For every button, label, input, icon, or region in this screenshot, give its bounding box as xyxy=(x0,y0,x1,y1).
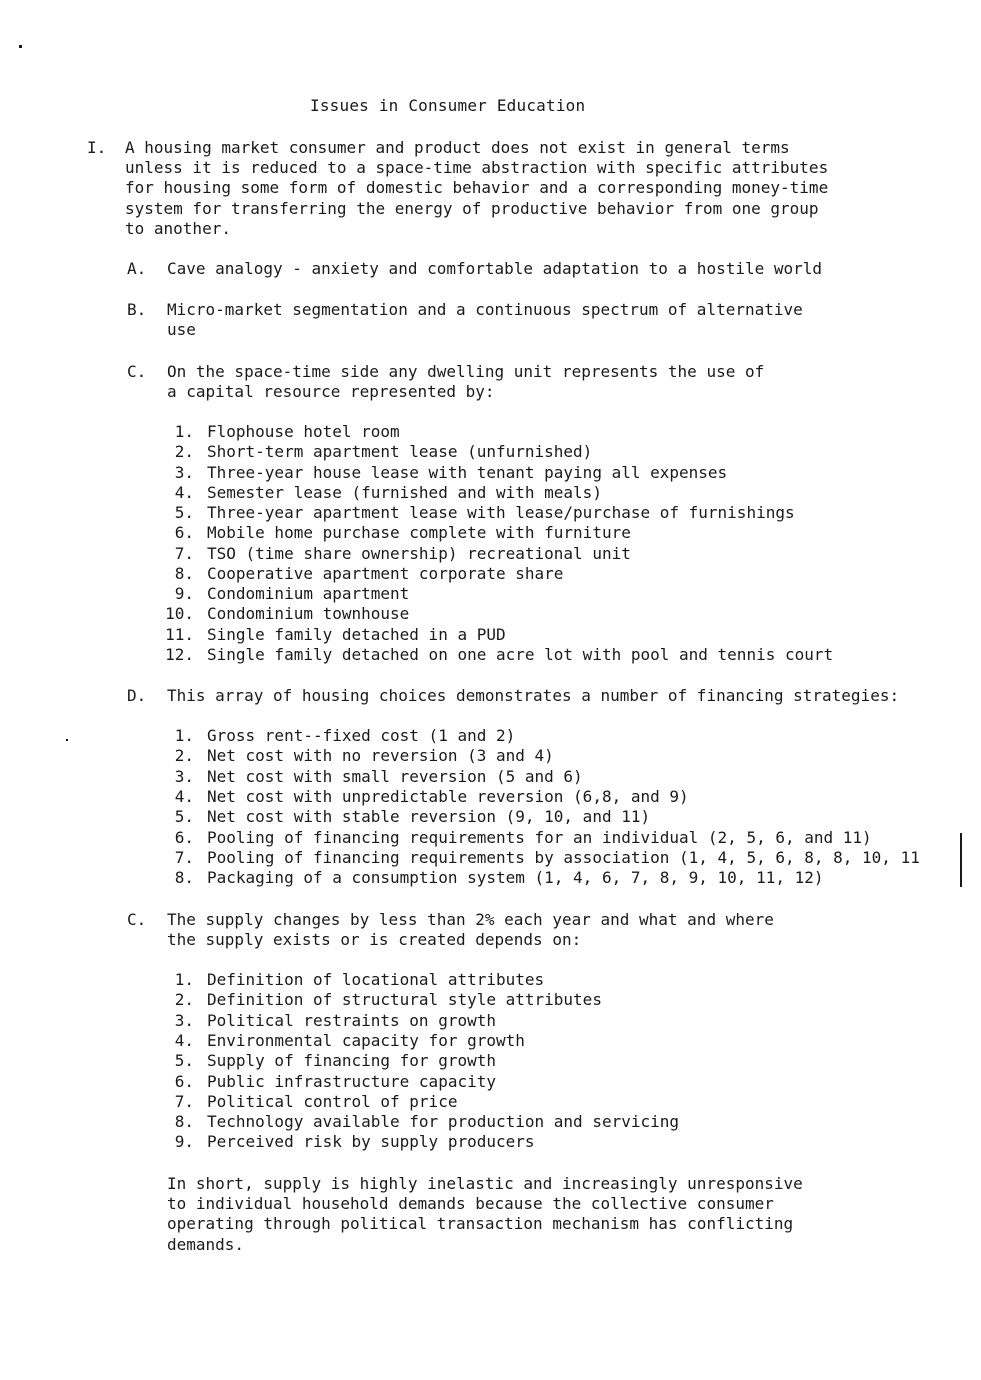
dwelling-list-item-number: 5. xyxy=(174,503,194,522)
financing-list-item-text: Net cost with no reversion (3 and 4) xyxy=(207,746,554,766)
margin-change-bar xyxy=(960,833,962,887)
dwelling-list-item-text: Single family detached in a PUD xyxy=(207,624,506,644)
supply-list-item-text: Perceived risk by supply producers xyxy=(207,1132,535,1152)
dwelling-list-item-number: 6. xyxy=(174,523,194,543)
dwelling-list-item-text: Flophouse hotel room xyxy=(207,422,400,441)
dwelling-list-item-text: Single family detached on one acre lot with pool and tennis court xyxy=(207,644,834,664)
supply-list-item-text: Political control of price xyxy=(207,1091,458,1111)
financing-list-item-text: Net cost with unpredictable reversion (6,8, and 9) xyxy=(207,786,689,806)
scan-speck xyxy=(66,739,68,741)
dwelling-list-item-number: 1. xyxy=(174,422,194,441)
summary-line: to individual household demands because the collective consumer xyxy=(167,1194,774,1214)
financing-list-item-number: 5. xyxy=(174,807,194,827)
subsection-letter: C. xyxy=(127,910,147,929)
summary-line: operating through political transaction mechanism has conflicting xyxy=(167,1214,794,1234)
dwelling-list-item-number: 10. xyxy=(165,604,194,624)
subsection-line: The supply changes by less than 2% each year and what and where xyxy=(167,910,774,929)
financing-list-item-number: 6. xyxy=(174,827,194,847)
dwelling-list-item-number: 8. xyxy=(174,563,194,583)
dwelling-list-item-number: 3. xyxy=(174,462,194,482)
dwelling-list-item-text: Three-year house lease with tenant paying all expenses xyxy=(207,462,728,482)
supply-list-item-number: 4. xyxy=(174,1030,194,1050)
section-paragraph-line: A housing market consumer and product does not exist in general terms xyxy=(125,138,790,157)
supply-list-item-number: 8. xyxy=(174,1112,194,1132)
supply-list-item-text: Definition of locational attributes xyxy=(207,970,545,989)
section-number: I. xyxy=(87,138,107,157)
subsection-line: Micro-market segmentation and a continuous spectrum of alternative xyxy=(167,300,803,319)
dwelling-list-item-text: Condominium apartment xyxy=(207,584,410,603)
scan-speck xyxy=(19,45,22,48)
financing-list-item-text: Pooling of financing requirements by association (1, 4, 5, 6, 8, 8, 10, 11 xyxy=(207,847,920,867)
financing-list-item-text: Net cost with stable reversion (9, 10, and 11) xyxy=(207,807,651,827)
document-title: Issues in Consumer Education xyxy=(310,96,586,115)
supply-list-item-text: Technology available for production and servicing xyxy=(207,1112,680,1132)
subsection-line: On the space-time side any dwelling unit represents the use of xyxy=(167,362,765,381)
dwelling-list-item-number: 11. xyxy=(165,624,194,644)
financing-list-item-number: 7. xyxy=(174,847,194,867)
subsection-line: the supply exists or is created depends on: xyxy=(167,930,582,949)
supply-list-item-text: Supply of financing for growth xyxy=(207,1051,496,1071)
subsection-line: Cave analogy - anxiety and comfortable adaptation to a hostile world xyxy=(167,259,823,278)
section-paragraph-line: for housing some form of domestic behavior and a corresponding money-time xyxy=(125,178,829,198)
dwelling-list-item-number: 9. xyxy=(174,584,194,603)
dwelling-list-item-text: Mobile home purchase complete with furniture xyxy=(207,523,631,543)
supply-list-item-number: 6. xyxy=(174,1071,194,1091)
dwelling-list-item-number: 12. xyxy=(165,644,194,664)
financing-list-item-text: Packaging of a consumption system (1, 4, 6, 7, 8, 9, 10, 11, 12) xyxy=(207,868,824,888)
dwelling-list-item-number: 7. xyxy=(174,543,194,563)
dwelling-list-item-number: 4. xyxy=(174,482,194,502)
supply-list-item-text: Definition of structural style attributes xyxy=(207,990,602,1010)
section-paragraph-line: to another. xyxy=(125,218,231,238)
financing-list-item-number: 2. xyxy=(174,746,194,766)
supply-list-item-number: 2. xyxy=(174,990,194,1010)
dwelling-list-item-text: Short-term apartment lease (unfurnished) xyxy=(207,442,593,462)
subsection-line: use xyxy=(167,320,196,339)
dwelling-list-item-text: TSO (time share ownership) recreational unit xyxy=(207,543,631,563)
subsection-line: a capital resource represented by: xyxy=(167,382,495,401)
dwelling-list-item-text: Three-year apartment lease with lease/purchase of furnishings xyxy=(207,503,795,522)
dwelling-list-item-text: Condominium townhouse xyxy=(207,604,410,624)
supply-list-item-number: 9. xyxy=(174,1132,194,1152)
subsection-line: This array of housing choices demonstrates a number of financing strategies: xyxy=(167,686,900,705)
dwelling-list-item-number: 2. xyxy=(174,442,194,462)
financing-list-item-text: Gross rent--fixed cost (1 and 2) xyxy=(207,726,516,745)
financing-list-item-number: 1. xyxy=(174,726,194,745)
supply-list-item-text: Political restraints on growth xyxy=(207,1010,496,1030)
subsection-letter: D. xyxy=(127,686,147,705)
supply-list-item-text: Environmental capacity for growth xyxy=(207,1030,525,1050)
financing-list-item-number: 3. xyxy=(174,766,194,786)
financing-list-item-text: Net cost with small reversion (5 and 6) xyxy=(207,766,583,786)
supply-list-item-number: 1. xyxy=(174,970,194,989)
subsection-letter: A. xyxy=(127,259,147,278)
summary-line: demands. xyxy=(167,1234,245,1254)
summary-line: In short, supply is highly inelastic and increasingly unresponsive xyxy=(167,1174,803,1193)
financing-list-item-text: Pooling of financing requirements for an individual (2, 5, 6, and 11) xyxy=(207,827,872,847)
supply-list-item-number: 3. xyxy=(174,1010,194,1030)
supply-list-item-number: 5. xyxy=(174,1051,194,1071)
financing-list-item-number: 8. xyxy=(174,868,194,888)
supply-list-item-number: 7. xyxy=(174,1091,194,1111)
dwelling-list-item-text: Cooperative apartment corporate share xyxy=(207,563,564,583)
section-paragraph-line: unless it is reduced to a space-time abstraction with specific attributes xyxy=(125,158,829,178)
subsection-letter: C. xyxy=(127,362,147,381)
section-paragraph-line: system for transferring the energy of productive behavior from one group xyxy=(125,198,819,218)
dwelling-list-item-text: Semester lease (furnished and with meals) xyxy=(207,482,602,502)
subsection-letter: B. xyxy=(127,300,147,319)
financing-list-item-number: 4. xyxy=(174,786,194,806)
supply-list-item-text: Public infrastructure capacity xyxy=(207,1071,496,1091)
